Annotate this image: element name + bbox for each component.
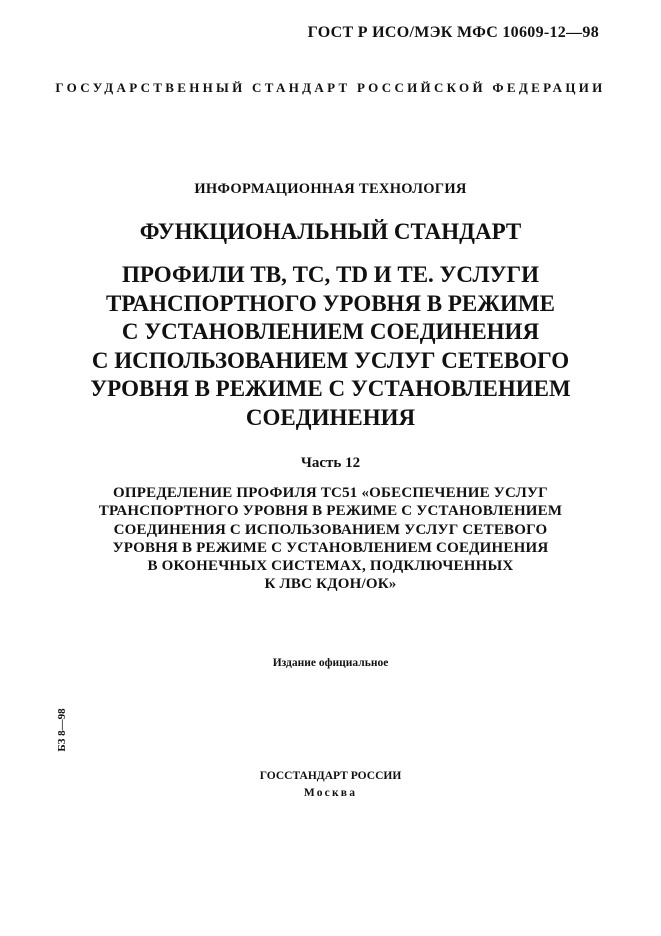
- part-title-line: ТРАНСПОРТНОГО УРОВНЯ В РЕЖИМЕ С УСТАНОВЛЕНИЕМ: [98, 503, 563, 520]
- part-label: Часть 12: [300, 455, 361, 471]
- main-title-line: СОЕДИНЕНИЯ: [245, 404, 416, 430]
- standard-type-heading: ФУНКЦИОНАЛЬНЫЙ СТАНДАРТ: [139, 219, 522, 244]
- edition-note: Издание официальное: [272, 657, 389, 669]
- main-title-line: ТРАНСПОРТНОГО УРОВНЯ В РЕЖИМЕ: [106, 290, 555, 316]
- standard-code: ГОСТ Р ИСО/МЭК МФС 10609-12—98: [307, 24, 599, 41]
- main-title-line: С УСТАНОВЛЕНИЕМ СОЕДИНЕНИЯ: [121, 319, 540, 344]
- part-title-line: К ЛВС КДОН/ОК»: [264, 576, 397, 593]
- main-title-line: УРОВНЯ В РЕЖИМЕ С УСТАНОВЛЕНИЕМ: [90, 376, 571, 401]
- category-heading: ИНФОРМАЦИОННАЯ ТЕХНОЛОГИЯ: [194, 181, 467, 197]
- main-title: [0, 261, 661, 432]
- state-standard-heading: ГОСУДАРСТВЕННЫЙ СТАНДАРТ РОССИЙСКОЙ ФЕДЕРАЦИИ: [55, 80, 606, 95]
- main-title-line: С ИСПОЛЬЗОВАНИЕМ УСЛУГ СЕТЕВОГО: [91, 347, 570, 373]
- main-title-line: ПРОФИЛИ ТВ, ТС, TD И ТЕ. УСЛУГИ: [121, 262, 539, 287]
- part-title-line: УРОВНЯ В РЕЖИМЕ С УСТАНОВЛЕНИЕМ СОЕДИНЕНИЯ: [112, 539, 549, 556]
- city: Москва: [303, 787, 358, 799]
- part-title-line: ОПРЕДЕЛЕНИЕ ПРОФИЛЯ ТС51 «ОБЕСПЕЧЕНИЕ УСЛУГ: [113, 485, 548, 501]
- side-code: БЗ 8—98: [56, 708, 68, 752]
- publisher: ГОССТАНДАРТ РОССИИ: [259, 770, 402, 782]
- part-title: [0, 484, 661, 594]
- part-title-line: СОЕДИНЕНИЯ С ИСПОЛЬЗОВАНИЕМ УСЛУГ СЕТЕВОГО: [113, 521, 548, 538]
- part-title-line: В ОКОНЕЧНЫХ СИСТЕМАХ, ПОДКЛЮЧЕННЫХ: [147, 558, 514, 575]
